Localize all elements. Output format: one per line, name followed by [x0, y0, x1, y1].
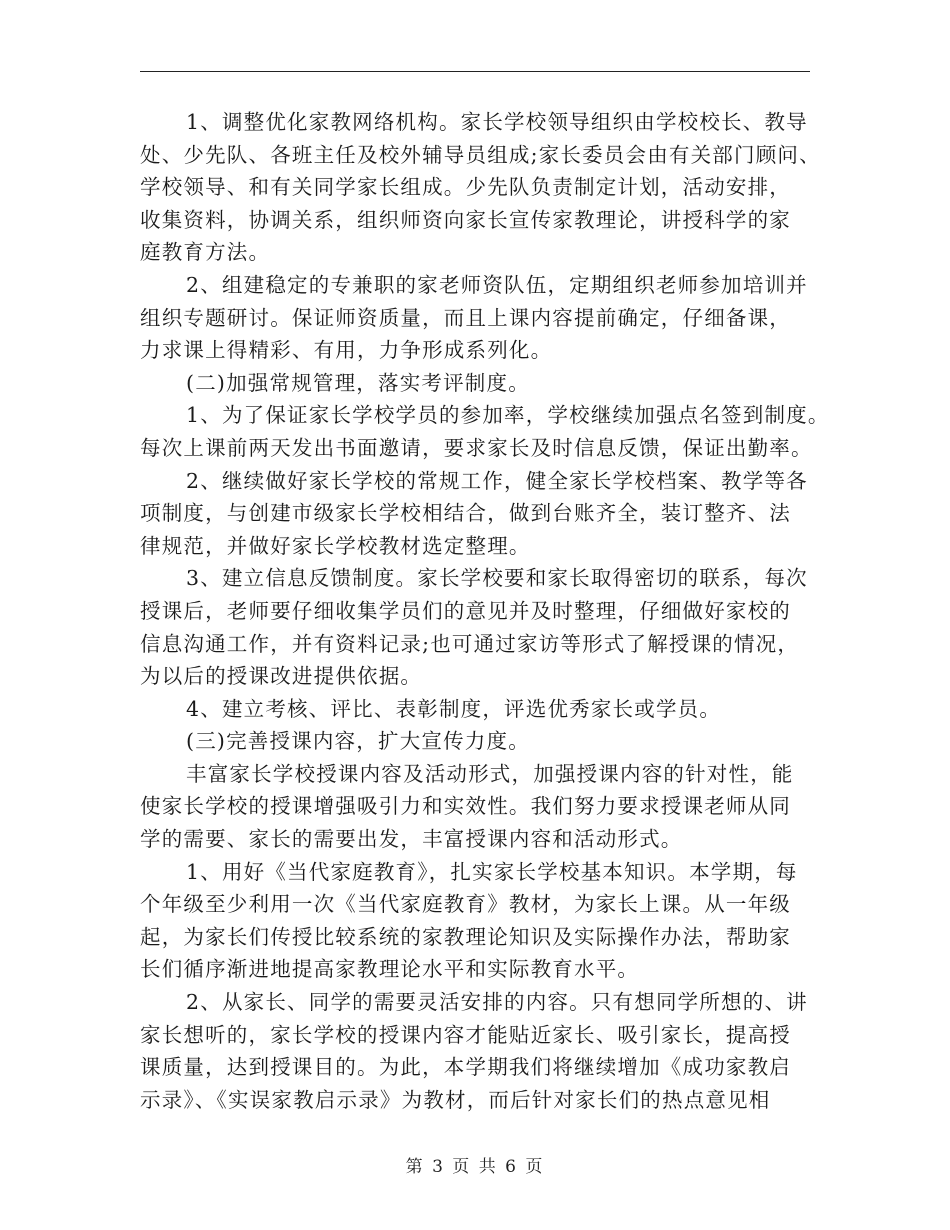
- text-line: 使家长学校的授课增强吸引力和实效性。我们努力要求授课老师从同: [140, 794, 791, 819]
- text-line: (三)完善授课内容，扩大宣传力度。: [186, 729, 530, 754]
- text-line: 长们循序渐进地提高家教理论水平和实际教育水平。: [140, 957, 640, 982]
- text-line: 起，为家长们传授比较系统的家教理论知识及实际操作办法，帮助家: [140, 924, 791, 949]
- text-line: 1、用好《当代家庭教育》，扎实家长学校基本知识。本学期，每: [186, 859, 798, 884]
- text-line: 学的需要、家长的需要出发，丰富授课内容和活动形式。: [140, 827, 683, 852]
- text-line: 示录》、《实误家教启示录》为教材，而后针对家长们的热点意见相: [140, 1087, 771, 1112]
- text-line: 2、继续做好家长学校的常规工作，健全家长学校档案、教学等各: [186, 468, 808, 493]
- text-line: 2、从家长、同学的需要灵活安排的内容。只有想同学所想的、讲: [186, 990, 808, 1015]
- text-line: 授课后，老师要仔细收集学员们的意见并及时整理，仔细做好家校的: [140, 598, 791, 623]
- text-line: (二)加强常规管理，落实考评制度。: [186, 370, 530, 395]
- text-line: 3、建立信息反馈制度。家长学校要和家长取得密切的联系，每次: [186, 566, 808, 591]
- document-body: [140, 106, 830, 1116]
- text-line: 为以后的授课改进提供依据。: [140, 664, 423, 689]
- text-line: 家长想听的，家长学校的授课内容才能贴近家长、吸引家长，提高授: [140, 1022, 791, 1047]
- text-line: 组织专题研讨。保证师资质量，而且上课内容提前确定，仔细备课，: [140, 305, 791, 330]
- text-line: 信息沟通工作，并有资料记录;也可通过家访等形式了解授课的情况，: [140, 631, 800, 656]
- text-line: 1、调整优化家教网络机构。家长学校领导组织由学校校长、教导: [186, 110, 808, 134]
- text-line: 力求课上得精彩、有用，力争形成系列化。: [140, 338, 553, 363]
- text-line: 个年级至少利用一次《当代家庭教育》教材，为家长上课。从一年级: [140, 892, 791, 917]
- text-line: 项制度，与创建市级家长学校相结合，做到台账齐全，装订整齐、法: [140, 501, 791, 526]
- text-line: 收集资料，协调关系，组织师资向家长宣传家教理论，讲授科学的家: [140, 207, 791, 232]
- header-rule: [140, 71, 810, 72]
- text-line: 4、建立考核、评比、表彰制度，评选优秀家长或学员。: [186, 696, 722, 721]
- text-line: 学校领导、和有关同学家长组成。少先队负责制定计划，活动安排，: [140, 175, 791, 200]
- text-line: 课质量，达到授课目的。为此，本学期我们将继续增加《成功家教启: [140, 1055, 791, 1080]
- text-line: 律规范，并做好家长学校教材选定整理。: [140, 533, 531, 558]
- text-line: 1、为了保证家长学校学员的参加率，学校继续加强点名签到制度。: [186, 403, 830, 428]
- text-line: 2、组建稳定的专兼职的家老师资队伍，定期组织老师参加培训并: [186, 272, 808, 297]
- text-line: 庭教育方法。: [140, 240, 271, 265]
- text-line: 丰富家长学校授课内容及活动形式，加强授课内容的针对性，能: [186, 761, 794, 786]
- text-line: 处、少先队、各班主任及校外辅导员组成;家长委员会由有关部门顾问、: [140, 142, 821, 167]
- text-line: 每次上课前两天发出书面邀请，要求家长及时信息反馈，保证出勤率。: [140, 435, 813, 460]
- page-number: 第 3 页 共 6 页: [405, 1157, 545, 1177]
